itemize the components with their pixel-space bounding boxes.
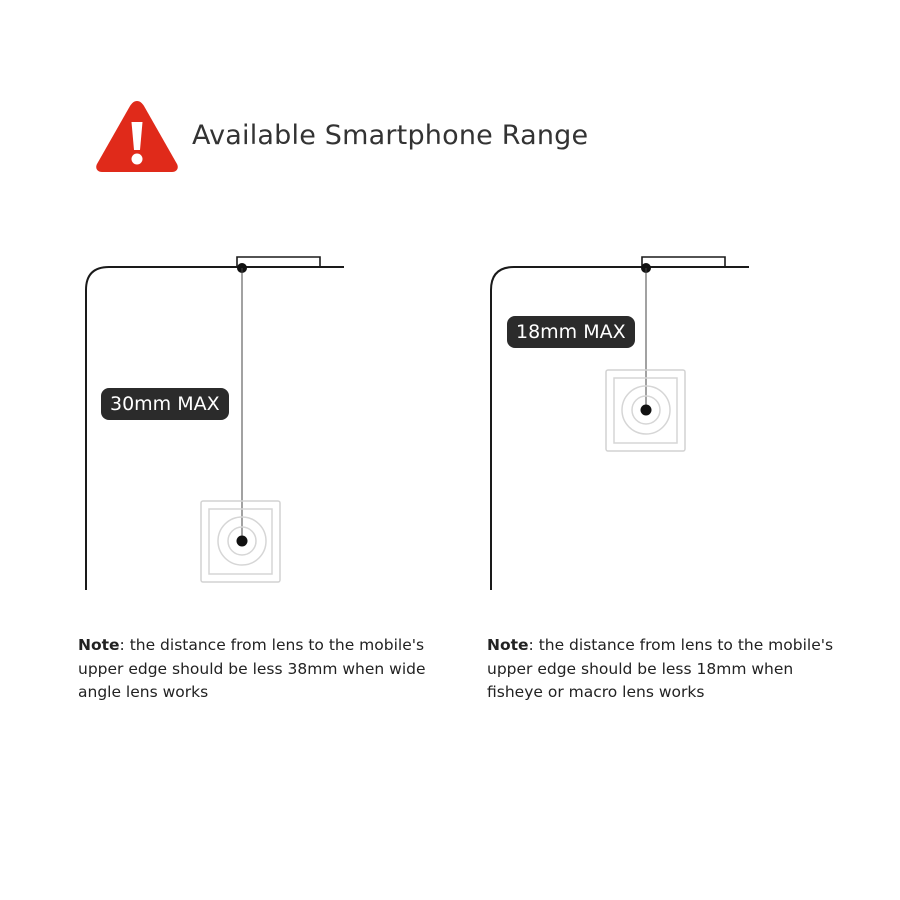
warning-triangle-icon	[94, 98, 180, 174]
distance-badge-wide: 30mm MAX	[101, 388, 229, 420]
note-text: : the distance from lens to the mobile's upper edge should be less 18mm when fisheye or macro lens works	[487, 636, 834, 701]
note-text: : the distance from lens to the mobile's upper edge should be less 38mm when wide angle lens works	[78, 636, 426, 701]
note-label: Note	[78, 636, 120, 654]
note-wide	[78, 634, 428, 705]
note-fisheye	[487, 634, 837, 705]
camera-module-icon	[201, 501, 280, 582]
distance-badge-fisheye: 18mm MAX	[507, 316, 635, 348]
phone-diagram-fisheye	[485, 240, 765, 595]
note-label: Note	[487, 636, 529, 654]
page-title: Available Smartphone Range	[192, 120, 589, 151]
